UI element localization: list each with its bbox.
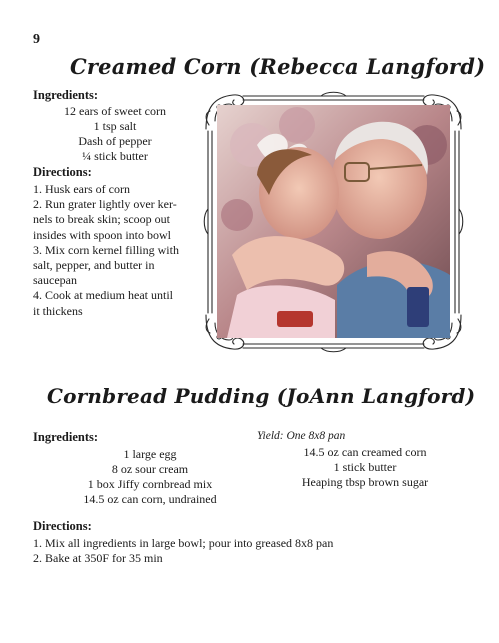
ingredient-item: Dash of pepper (78, 134, 152, 148)
recipe1-ingredients-heading: Ingredients: (33, 88, 99, 102)
ingredient-item: 1 box Jiffy cornbread mix (87, 477, 213, 491)
direction-line: 2. Bake at 350F for 35 min (33, 551, 163, 566)
recipe2-directions-heading: Directions: (33, 519, 92, 533)
page-number: 9 (33, 32, 40, 47)
direction-line: 1. Mix all ingredients in large bowl; pour into greased 8x8 pan (33, 536, 334, 550)
ingredient-item: 14.5 oz can creamed corn (303, 445, 427, 459)
recipe2-ingredients-col1 (60, 447, 240, 507)
recipe2-title: Cornbread Pudding (JoAnn Langford) (47, 384, 476, 408)
direction-line: 3. Mix corn kernel filling with (33, 242, 179, 257)
direction-line: 1. Husk ears of corn (33, 182, 130, 196)
photo-frame (203, 91, 464, 353)
direction-line: insides with spoon into bowl (33, 227, 172, 242)
recipe1-directions-heading: Directions: (33, 165, 92, 179)
photo-illustration-icon (217, 105, 450, 338)
recipe2-ingredients-col2 (275, 445, 455, 490)
direction-line: nels to break skin; scoop out (33, 212, 170, 227)
direction-line: saucepan (33, 273, 77, 288)
direction-line: it thickens (33, 303, 83, 318)
direction-line: salt, pepper, and butter in (33, 258, 155, 273)
family-photo (217, 105, 450, 338)
ingredient-item: 8 oz sour cream (111, 462, 189, 476)
ingredient-item: 14.5 oz can corn, undrained (83, 492, 217, 506)
ingredient-item: Heaping tbsp brown sugar (301, 475, 429, 489)
ingredient-item: 1 large egg (123, 447, 177, 461)
recipe2-yield: Yield: One 8x8 pan (257, 430, 346, 442)
recipe2-directions-list (33, 536, 473, 566)
direction-line: 4. Cook at medium heat until (33, 288, 173, 303)
ingredient-item: ¼ stick butter (82, 149, 148, 163)
direction-line: 2. Run grater lightly over ker- (33, 197, 177, 212)
ingredient-item: 12 ears of sweet corn (64, 104, 166, 118)
recipe1-title: Creamed Corn (Rebecca Langford) (70, 54, 486, 79)
ingredient-item: 1 stick butter (333, 460, 397, 474)
recipe1-ingredients-list (35, 104, 195, 164)
ingredient-item: 1 tsp salt (93, 119, 137, 133)
recipe2-ingredients-heading: Ingredients: (33, 430, 99, 444)
recipe1-directions-list (33, 182, 208, 319)
